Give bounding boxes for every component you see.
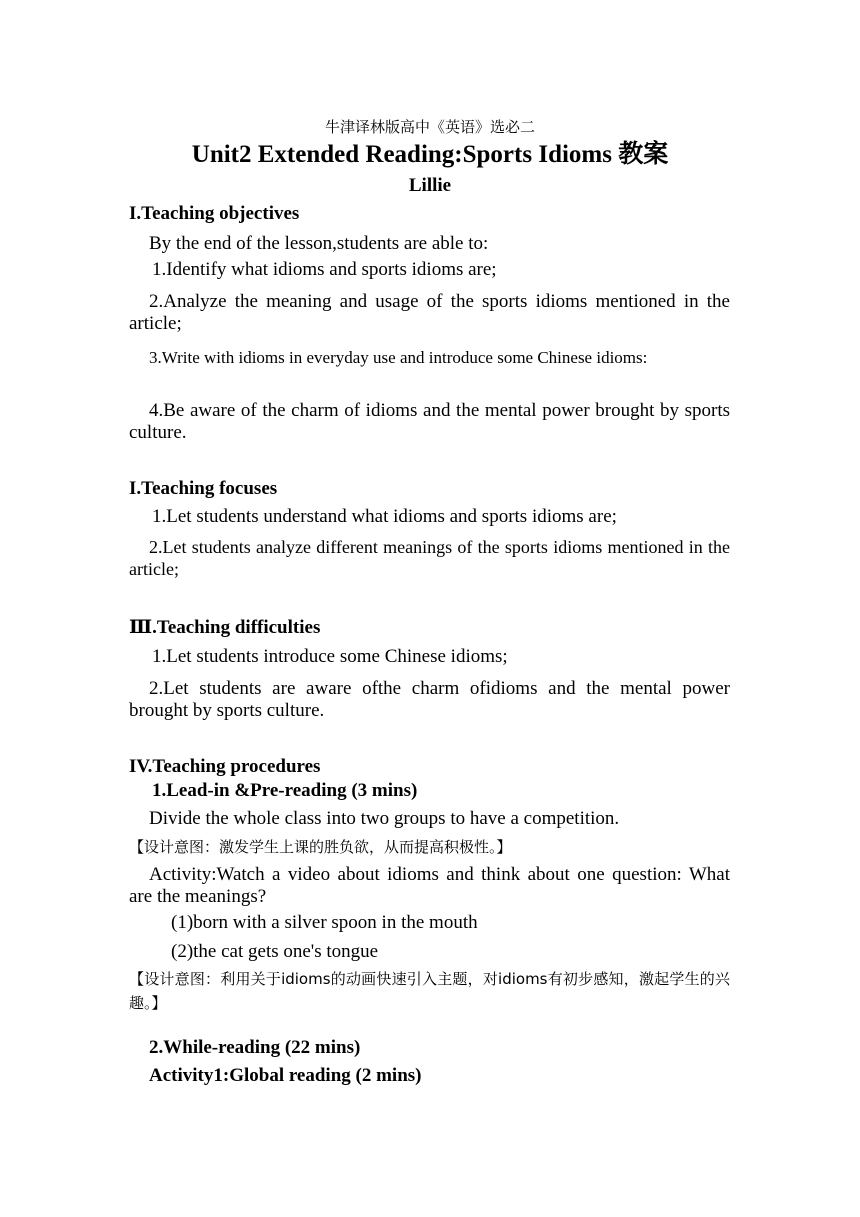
- step2-activity1: Activity1:Global reading (2 mins): [149, 1065, 422, 1086]
- objectives-heading: I.Teaching objectives: [129, 203, 300, 224]
- step2-heading: 2.While-reading (22 mins): [149, 1037, 361, 1058]
- step1-text: Divide the whole class into two groups to have a competition.: [149, 808, 620, 829]
- example-1: (1)born with a silver spoon in the mouth: [171, 912, 478, 933]
- difficulty-item-2: 2.Let students are aware ofthe charm ofidioms and the mental power brought by sports culture.: [129, 678, 730, 721]
- objective-item-1: 1.Identify what idioms and sports idioms are;: [152, 259, 497, 280]
- document-title: Unit2 Extended Reading:Sports Idioms 教案: [191, 141, 669, 168]
- document-author: Lillie: [408, 175, 452, 196]
- focus-item-1: 1.Let students understand what idioms and sports idioms are;: [152, 506, 617, 527]
- objective-item-2: 2.Analyze the meaning and usage of the sports idioms mentioned in the article;: [129, 291, 730, 334]
- procedures-heading: IV.Teaching procedures: [129, 756, 321, 777]
- design-note-2: 【设计意图：利用关于idioms的动画快速引入主题，对idioms有初步感知，激起学生的兴趣。】: [129, 970, 730, 1012]
- objective-item-4: 4.Be aware of the charm of idioms and the mental power brought by sports culture.: [129, 400, 730, 443]
- objectives-intro: By the end of the lesson,students are able to:: [149, 233, 489, 254]
- design-note-1: 【设计意图：激发学生上课的胜负欲，从而提高积极性。】: [129, 838, 512, 856]
- difficulty-item-1: 1.Let students introduce some Chinese idioms;: [152, 646, 508, 667]
- difficulties-heading: Ⅲ.Teaching difficulties: [129, 617, 321, 638]
- focuses-heading: I.Teaching focuses: [129, 478, 278, 499]
- focus-item-2: 2.Let students analyze different meanings of the sports idioms mentioned in the article;: [129, 537, 730, 579]
- step1-heading: 1.Lead-in &Pre-reading (3 mins): [152, 780, 418, 801]
- step1-activity: Activity:Watch a video about idioms and think about one question: What are the meanings?: [129, 864, 730, 907]
- objective-item-3: 3.Write with idioms in everyday use and introduce some Chinese idioms:: [149, 348, 648, 367]
- document-subtitle: 牛津译林版高中《英语》选必二: [324, 118, 535, 136]
- example-2: (2)the cat gets one's tongue: [171, 941, 379, 962]
